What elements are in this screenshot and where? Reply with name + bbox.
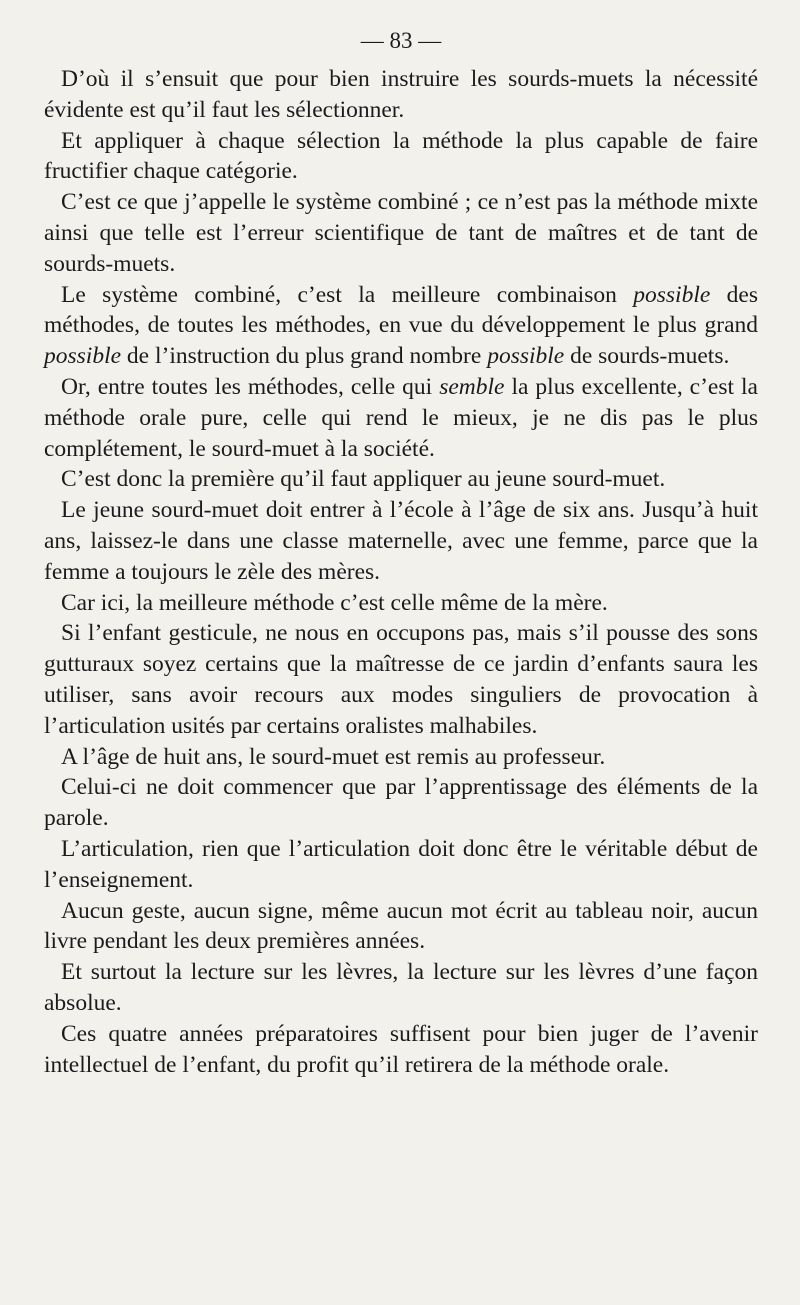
paragraph: [44, 772, 758, 834]
paragraph-text: D’où il s’ensuit que pour bien instruire les sourds-muets la nécessité évidente est qu’il faut les sélectionner.: [44, 66, 758, 123]
paragraph: [44, 1019, 758, 1081]
paragraph-text: Aucun geste, aucun signe, même aucun mot écrit au tableau noir, aucun livre pendant les deux premières années.: [44, 897, 758, 955]
paragraph-text: Le jeune sourd-muet doit entrer à l’école à l’âge de six ans. Jusqu’à huit ans, laissez-le dans une classe maternelle, avec une femme, parce que la femme a toujours le zèle des mères.: [44, 497, 758, 585]
paragraph: [44, 372, 758, 464]
paragraph: [44, 957, 758, 1019]
paragraph-text: C’est donc la première qu’il faut appliquer au jeune sourd-muet.: [61, 466, 666, 493]
paragraph: [44, 618, 758, 741]
paragraph-text: la plus excellente, c’est la méthode orale pure, celle qui rend le mieux, je ne dis pas le plus complétement, le sourd-muet à la société.: [44, 373, 758, 462]
italic-word: possible: [44, 343, 122, 370]
paragraph: [44, 126, 758, 188]
paragraph-text: Le système combiné, c’est la meilleure combinaison: [61, 281, 634, 308]
body-text: [44, 64, 758, 1080]
paragraph: [44, 495, 758, 587]
paragraph-text: Or, entre toutes les méthodes, celle qui: [61, 373, 440, 400]
paragraph: [44, 588, 758, 619]
paragraph-text: Si l’enfant gesticule, ne nous en occupons pas, mais s’il pousse des sons gutturaux soyez certains que la maîtresse de ce jardin d’enfants saura les utiliser, sans avoir recours aux modes singuliers de provocation à l’articulation usités par certains oralistes malhabiles.: [44, 620, 758, 739]
paragraph: [44, 834, 758, 896]
paragraph-text: L’articulation, rien que l’articulation doit donc être le véritable début de l’enseignement.: [44, 835, 758, 893]
paragraph: [44, 64, 758, 126]
paragraph-text: Celui-ci ne doit commencer que par l’apprentissage des éléments de la parole.: [44, 774, 758, 832]
paragraph-text: de l’instruction du plus grand nombre: [121, 343, 488, 370]
paragraph: [44, 742, 758, 773]
page-number: — 83 —: [360, 28, 442, 53]
italic-word: possible: [487, 343, 565, 370]
paragraph: [44, 464, 758, 495]
paragraph-text: Ces quatre années préparatoires suffisent pour bien juger de l’avenir intellectuel de l’enfant, du profit qu’il retirera de la méthode orale.: [44, 1020, 758, 1078]
paragraph-text: Et appliquer à chaque sélection la méthode la plus capable de faire fructifier chaque catégorie.: [44, 127, 758, 185]
italic-word: semble: [439, 373, 505, 400]
italic-word: possible: [633, 281, 711, 308]
paragraph-text: de sourds-muets.: [564, 343, 730, 370]
paragraph: [44, 896, 758, 958]
paragraph-text: des méthodes, de toutes les méthodes, en vue du développement le plus grand: [44, 281, 759, 339]
paragraph: [44, 187, 758, 279]
paragraph-text: C’est ce que j’appelle le système combiné ; ce n’est pas la méthode mixte ainsi que telle est l’erreur scientifique de tant de maîtres et de tant de sourds-muets.: [44, 189, 758, 277]
paragraph: [44, 280, 758, 372]
paragraph-text: Et surtout la lecture sur les lèvres, la lecture sur les lèvres d’une façon absolue.: [44, 959, 758, 1016]
paragraph-text: Car ici, la meilleure méthode c’est celle même de la mère.: [61, 589, 608, 616]
paragraph-text: A l’âge de huit ans, le sourd-muet est remis au professeur.: [61, 743, 606, 770]
